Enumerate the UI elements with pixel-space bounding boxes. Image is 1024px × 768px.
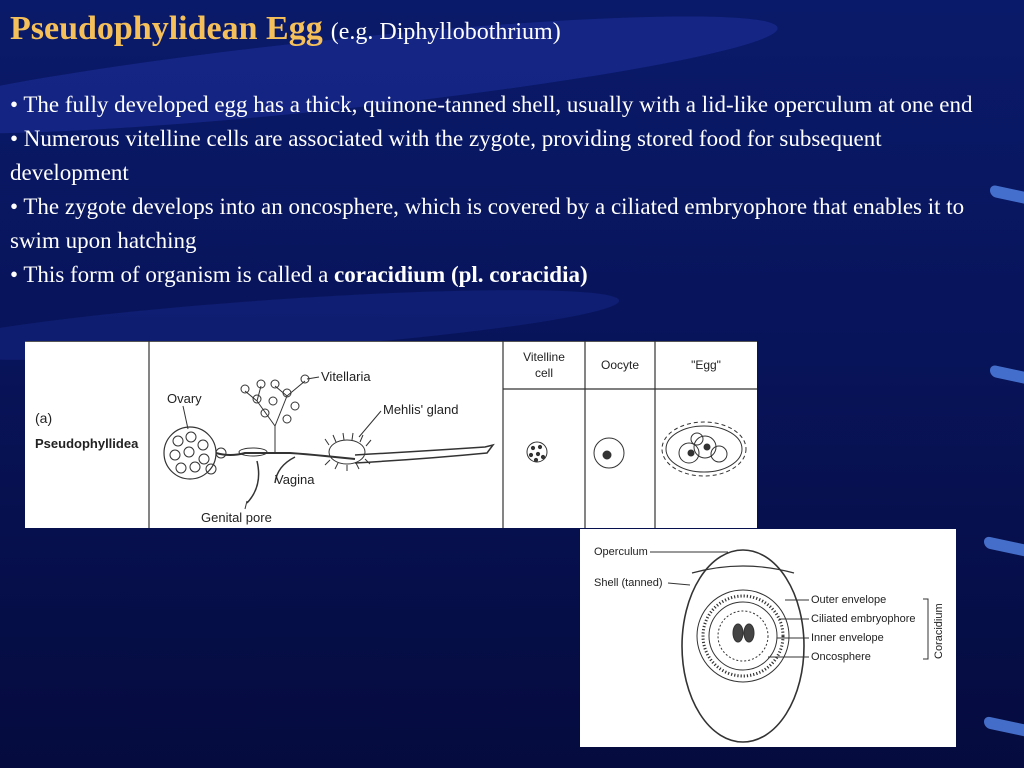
slide-title: Pseudophylidean Egg (10, 10, 323, 47)
label-coracidium: Coracidium (933, 603, 945, 659)
column-vitelline-line1: Vitelline (523, 350, 565, 364)
decorative-tick (984, 716, 1024, 737)
label-vagina: Vagina (275, 472, 315, 487)
decorative-tick (990, 364, 1024, 383)
oocyte-shape (594, 438, 624, 468)
mehlis-gland-shape (325, 433, 371, 471)
egg-structure-diagram (580, 529, 956, 747)
bullet-bold-term: coracidium (pl. coracidia) (334, 262, 588, 287)
label-shell: Shell (tanned) (594, 577, 663, 589)
bullet-text: • This form of organism is called a (10, 262, 335, 287)
slide-subtitle: (e.g. Diphyllobothrium) (330, 19, 561, 45)
egg-shell-shape (682, 550, 804, 742)
column-vitelline-line2: cell (534, 366, 554, 380)
column-egg: "Egg" (691, 358, 721, 372)
label-genital-pore: Genital pore (201, 510, 272, 525)
label-ciliated-embryophore: Ciliated embryophore (811, 613, 916, 625)
row-label: Pseudophyllidea (35, 436, 139, 451)
column-oocyte: Oocyte (600, 358, 640, 372)
label-operculum: Operculum (594, 546, 648, 558)
label-mehlis-gland: Mehlis' gland (383, 402, 459, 417)
vitellaria-shape (241, 375, 309, 453)
bullet-item: • The zygote develops into an oncosphere, which is covered by a ciliated embryophore that enables it to swim upon hatching (10, 194, 965, 253)
label-outer-envelope: Outer envelope (811, 594, 887, 606)
bullet-item: • Numerous vitelline cells are associated with the zygote, providing stored food for subsequent development (10, 126, 882, 185)
label-ovary: Ovary (167, 391, 202, 406)
bullet-item: • The fully developed egg has a thick, quinone-tanned shell, usually with a lid-like operculum at one end (10, 92, 973, 117)
bullet-item (10, 258, 1000, 292)
label-oncosphere: Oncosphere (811, 651, 871, 663)
decorative-tick (984, 536, 1024, 557)
reproductive-system-diagram (25, 341, 757, 528)
reproductive-system-figure (25, 341, 757, 528)
panel-label: (a) (35, 410, 53, 426)
label-vitellaria: Vitellaria (321, 369, 371, 384)
egg-shape (662, 422, 746, 476)
vitelline-cell-shape (527, 442, 547, 462)
egg-structure-figure (580, 529, 956, 747)
slide-title-line (10, 10, 561, 48)
coracidium-shape (697, 590, 789, 682)
label-inner-envelope: Inner envelope (811, 632, 884, 644)
bullet-list (10, 88, 1000, 292)
